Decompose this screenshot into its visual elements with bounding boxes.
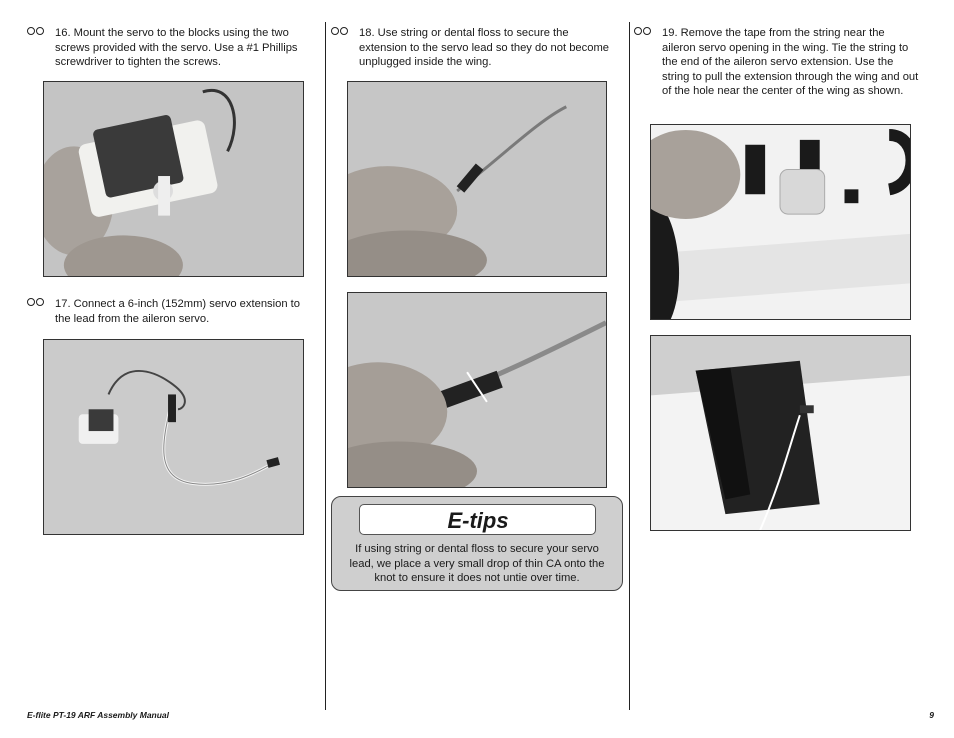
etips-logo	[359, 504, 596, 535]
photo-wing-extension-out	[650, 335, 911, 531]
footer-manual-title: E-flite PT-19 ARF Assembly Manual	[27, 710, 170, 720]
step-text: Remove the tape from the string near the aileron servo opening in the wing. Tie the string to the end of the aileron servo extension. Use the string to pull the extension through the wing and out of the hole near the center of the wing as shown.	[662, 27, 919, 97]
etips-logo-graphic	[433, 506, 523, 534]
step-number: 17.	[55, 298, 71, 310]
step-18	[331, 26, 616, 70]
photo-servo-mounting	[43, 81, 304, 277]
tips-box	[331, 496, 623, 591]
footer-page-number: 9	[929, 710, 934, 720]
photo-servo-extension	[43, 339, 304, 535]
step-17	[27, 297, 312, 326]
column-divider-right	[629, 22, 630, 710]
checkbox-icons	[331, 27, 348, 35]
checkbox-icons	[27, 27, 44, 35]
step-number: 18.	[359, 27, 375, 39]
step-text: Mount the servo to the blocks using the two screws provided with the servo. Use a #1 Phillips screwdriver to tighten the screws.	[55, 27, 298, 68]
step-number: 16.	[55, 27, 71, 39]
step-number: 19.	[662, 27, 678, 39]
photo-string-secure-2	[347, 292, 607, 488]
tips-text: If using string or dental floss to secure your servo lead, we place a very small drop of thin CA onto the knot to ensure it does not untie over time.	[349, 543, 605, 584]
column-divider-left	[325, 22, 326, 710]
photo-string-secure-1	[347, 81, 607, 277]
checkbox-icons	[634, 27, 651, 35]
checkbox-icons	[27, 298, 44, 306]
step-19	[634, 26, 919, 99]
photo-wing-string-pull	[650, 124, 911, 320]
step-text: Connect a 6-inch (152mm) servo extension to the lead from the aileron servo.	[55, 298, 301, 325]
step-text: Use string or dental floss to secure the extension to the servo lead so they do not become unplugged inside the wing.	[359, 27, 610, 68]
step-16	[27, 26, 312, 70]
etips-logo-text: E-tips	[446, 507, 509, 533]
